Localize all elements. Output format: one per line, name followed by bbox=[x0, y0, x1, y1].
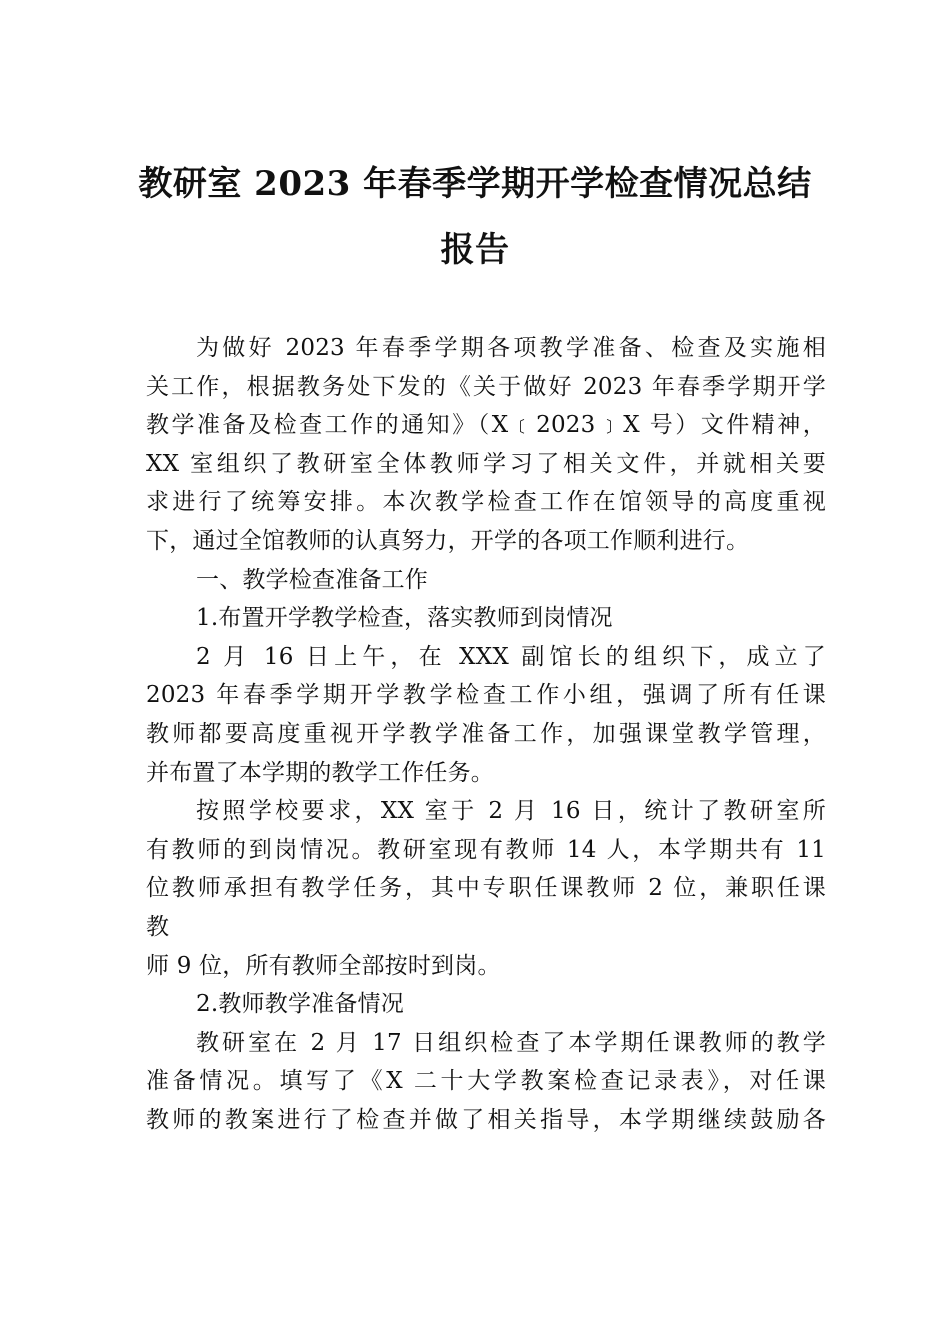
body-line: 求进行了统筹安排。本次教学检查工作在馆领导的高度重视 bbox=[146, 489, 826, 516]
body-line: 有教师的到岗情况。教研室现有教师 14 人，本学期共有 11 bbox=[146, 836, 826, 863]
document-body bbox=[146, 329, 826, 1139]
body-line: 下，通过全馆教师的认真努力，开学的各项工作顺利进行。 bbox=[146, 527, 750, 554]
body-line: 按照学校要求，XX 室于 2 月 16 日，统计了教研室所 bbox=[196, 798, 826, 825]
subsection-heading: 1.布置开学教学检查，落实教师到岗情况 bbox=[196, 605, 613, 632]
body-line: 为做好 2023 年春季学期各项教学准备、检查及实施相 bbox=[196, 335, 826, 361]
body-line: 教师都要高度重视开学教学准备工作，加强课堂教学管理， bbox=[146, 720, 826, 747]
body-line: 准备情况。填写了《X 二十大学教案检查记录表》，对任课 bbox=[146, 1068, 826, 1095]
body-line: 教 bbox=[146, 913, 170, 940]
body-line: 教研室在 2 月 17 日组织检查了本学期任课教师的教学 bbox=[196, 1029, 826, 1056]
body-line: 教师的教案进行了检查并做了相关指导，本学期继续鼓励各 bbox=[146, 1106, 826, 1133]
body-line: 位教师承担有教学任务，其中专职任课教师 2 位，兼职任课 bbox=[146, 875, 826, 902]
body-line: 师 9 位，所有教师全部按时到岗。 bbox=[146, 952, 501, 979]
body-line: 2023 年春季学期开学教学检查工作小组，强调了所有任课 bbox=[146, 682, 826, 709]
section-heading: 一、教学检查准备工作 bbox=[196, 566, 428, 593]
subsection-heading: 2.教师教学准备情况 bbox=[196, 991, 404, 1018]
body-line: 2 月 16 日上午，在 XXX 副馆长的组织下，成立了 bbox=[196, 643, 826, 670]
body-line: 教学准备及检查工作的通知》（X﹝2023﹞X 号）文件精神， bbox=[146, 412, 826, 439]
body-line: 并布置了本学期的教学工作任务。 bbox=[146, 759, 494, 786]
document-title-line-1: 教研室 2023 年春季学期开学检查情况总结 bbox=[138, 164, 812, 204]
document-title-line-2: 报告 bbox=[440, 230, 510, 270]
body-line: XX 室组织了教研室全体教师学习了相关文件，并就相关要 bbox=[146, 450, 826, 477]
body-line: 关工作，根据教务处下发的《关于做好 2023 年春季学期开学 bbox=[146, 373, 826, 400]
